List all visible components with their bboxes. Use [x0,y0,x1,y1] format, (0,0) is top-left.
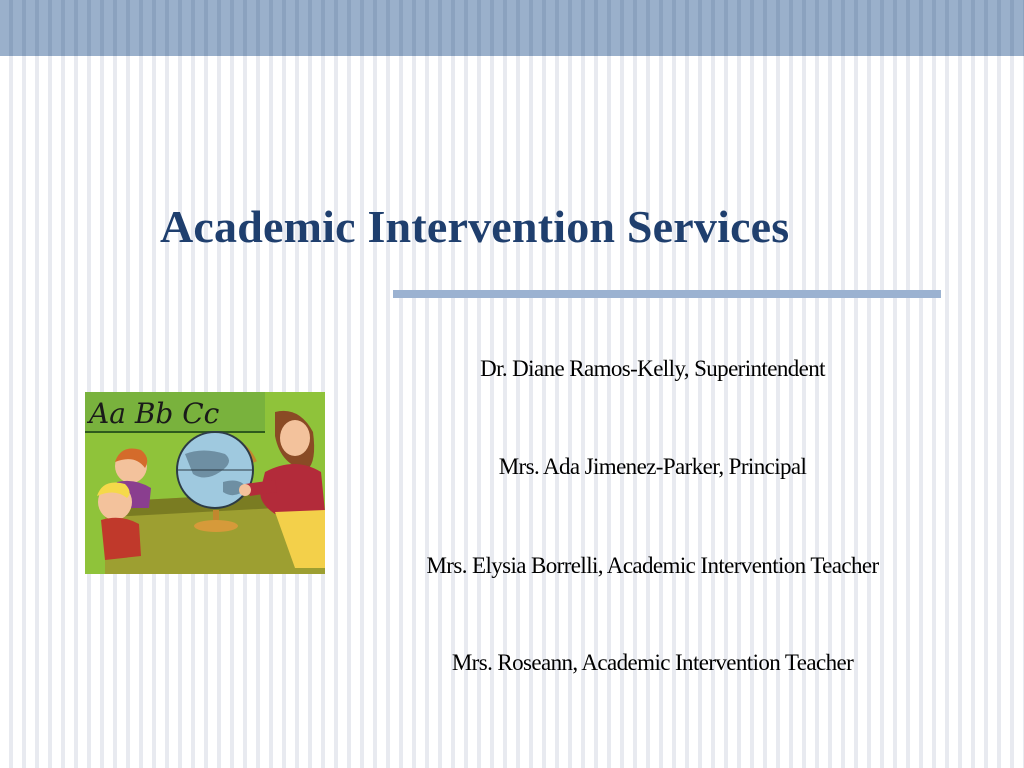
classroom-globe-clipart [85,392,325,574]
top-band [0,0,1024,56]
title-divider [393,290,941,298]
name-line-3: Mrs. Elysia Borrelli, Academic Intervention Teacher [426,553,879,578]
name-line-4: Mrs. Roseann, Academic Intervention Teacher [451,650,854,675]
name-line-2: Mrs. Ada Jimenez-Parker, Principal [498,454,807,479]
board-letters: Aa Bb Cc [89,397,220,430]
name-line-1: Dr. Diane Ramos-Kelly, Superintendent [480,356,825,381]
slide-title: Academic Intervention Services [160,201,790,252]
